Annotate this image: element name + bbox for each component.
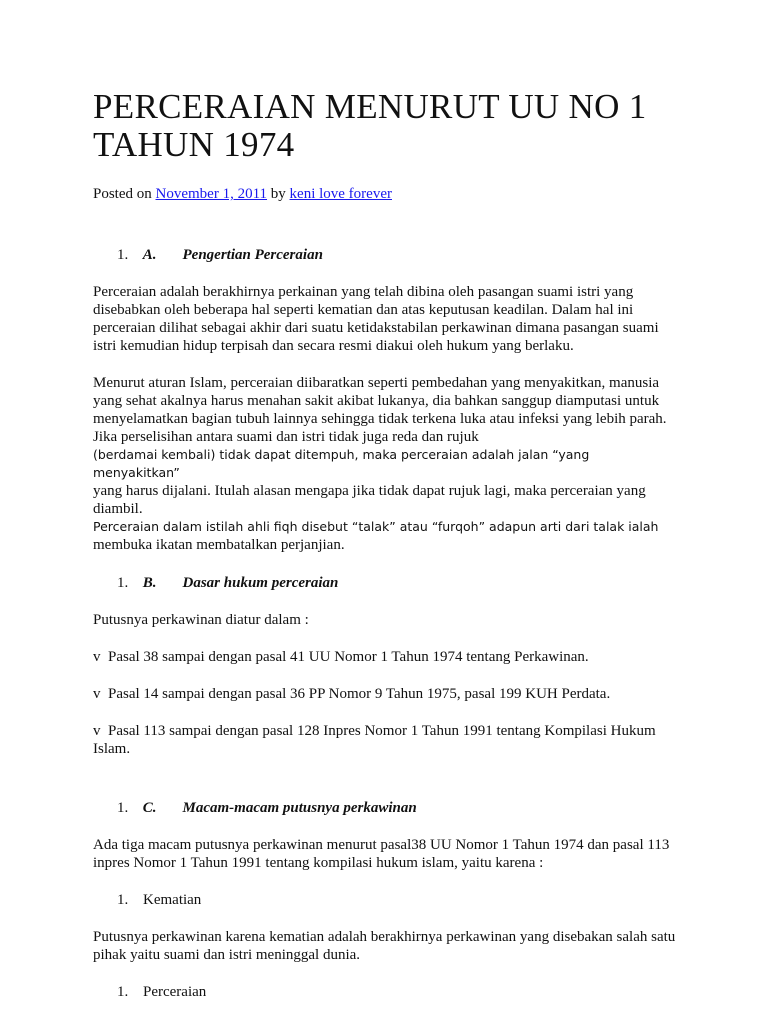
list-label: Kematian	[143, 892, 202, 908]
list-item-divorce	[93, 983, 678, 1001]
section-letter: B.	[142, 575, 157, 591]
paragraph-talak-definition: Perceraian dalam istilah ahli fiqh disebut “talak” atau “furqoh” adapun arti dari talak ialah	[93, 519, 659, 534]
bullet-text: Pasal 38 sampai dengan pasal 41 UU Nomor 1 Tahun 1974 tentang Perkawinan.	[108, 649, 589, 665]
section-heading-b	[93, 574, 678, 592]
bullet-mark: v	[93, 723, 101, 739]
section-letter: A.	[142, 247, 157, 263]
section-number: 1.	[117, 800, 129, 816]
paragraph-types-intro: Ada tiga macam putusnya perkawinan menurut pasal38 UU Nomor 1 Tahun 1974 dan pasal 113 inpres Nomor 1 Tahun 1991 tentang kompilasi hukum islam, yaitu karena :	[93, 837, 670, 871]
section-title: Macam-macam putusnya perkawinan	[182, 800, 417, 816]
paragraph-legal-basis-intro: Putusnya perkawinan diatur dalam :	[93, 612, 309, 628]
paragraph-islam-rule-2: (berdamai kembali) tidak dapat ditempuh, maka perceraian adalah jalan “yang menyakitkan”	[93, 447, 590, 480]
bullet-mark: v	[93, 686, 101, 702]
section-title: Dasar hukum perceraian	[182, 575, 339, 591]
paragraph-islam-rule-1: Menurut aturan Islam, perceraian diibaratkan seperti pembedahan yang menyakitkan, manusia yang sehat akalnya harus menahan sakit akibat lukanya, dia bahkan sanggup diamputasi untuk menyelamatkan bagian tubuh lainnya sehingga tidak terkena luka atau infeksi yang lebih parah. Jika perselisihan antara suami dan istri tidak juga reda dan rujuk	[93, 375, 667, 445]
bullet-mark: v	[93, 649, 101, 665]
list-number: 1.	[117, 892, 129, 908]
section-title: Pengertian Perceraian	[182, 247, 323, 263]
section-number: 1.	[117, 247, 129, 263]
section-number: 1.	[117, 575, 129, 591]
section-heading-c	[93, 799, 678, 817]
section-heading-a	[93, 246, 678, 264]
section-letter: C.	[142, 800, 157, 816]
document-page	[93, 88, 678, 1001]
by-label: by	[270, 186, 286, 202]
post-meta	[93, 185, 678, 203]
list-label: Perceraian	[143, 984, 207, 1000]
paragraph-definition: Perceraian adalah berakhirnya perkainan yang telah dibina oleh pasangan suami istri yang disebabkan oleh beberapa hal seperti kematian dan atas keputusan keadilan. Dalam hal ini perceraian dilihat sebagai akhir dari suatu ketidakstabilan perkawinan dimana pasangan suami istri kemudian hidup terpisah dan secara resmi diakui oleh hukum yang berlaku.	[93, 284, 659, 354]
posted-on-label: Posted on	[93, 186, 152, 202]
bullet-item	[93, 722, 678, 758]
author-link[interactable]: keni love forever	[289, 186, 392, 202]
bullet-text: Pasal 113 sampai dengan pasal 128 Inpres Nomor 1 Tahun 1991 tentang Kompilasi Hukum Islam.	[93, 723, 656, 757]
bullet-text: Pasal 14 sampai dengan pasal 36 PP Nomor 9 Tahun 1975, pasal 199 KUH Perdata.	[108, 686, 611, 702]
post-date-link[interactable]: November 1, 2011	[155, 186, 268, 202]
list-number: 1.	[117, 984, 129, 1000]
paragraph-death-explanation: Putusnya perkawinan karena kematian adalah berakhirnya perkawinan yang disebakan salah satu pihak yaitu suami dan istri meninggal dunia.	[93, 929, 676, 963]
bullet-item	[93, 648, 678, 666]
paragraph-talak-definition-end: membuka ikatan membatalkan perjanjian.	[93, 537, 345, 553]
bullet-item	[93, 685, 678, 703]
paragraph-islam-rule-3: yang harus dijalani. Itulah alasan mengapa jika tidak dapat rujuk lagi, maka perceraian yang diambil.	[93, 483, 646, 517]
page-title: PERCERAIAN MENURUT UU NO 1 TAHUN 1974	[93, 87, 647, 164]
list-item-death	[93, 891, 678, 909]
